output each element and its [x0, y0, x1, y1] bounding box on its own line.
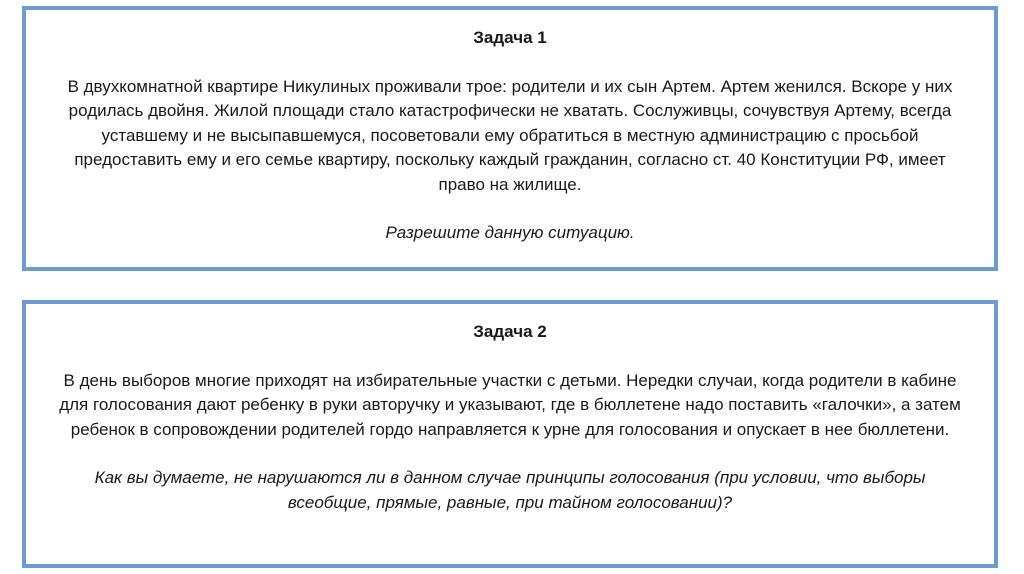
- task-card-2: [22, 300, 998, 568]
- task-title: Задача 2: [473, 322, 547, 341]
- task-card-1: [22, 6, 998, 271]
- task-title: Задача 1: [473, 28, 547, 47]
- task-body: В двухкомнатной квартире Никулиных проживали трое: родители и их сын Артем. Артем женился. Вскоре у них родилась двойня. Жилой площади стало катастрофически не хватать. Сослуживцы, сочувствуя Артему, всегда уставшему и не высыпавшемуся, посоветовали ему обратиться в местную администрацию с просьбой предоставить ему и его семье квартиру, поскольку каждый гражданин, согласно ст. 40 Конституции РФ, имеет право на жилище.: [67, 76, 953, 194]
- task-question: Разрешите данную ситуацию.: [385, 223, 635, 242]
- task-question: Как вы думаете, не нарушаются ли в данном случае принципы голосования (при условии, что выборы всеобщие, прямые, равные, при тайном голосовании)?: [94, 468, 926, 512]
- task-body: В день выборов многие приходят на избирательные участки с детьми. Нередки случаи, когда родители в кабине для голосования дают ребенку в руки авторучку и указывают, где в бюллетене надо поставить «галочки», а затем ребенок в сопровождении родителей гордо направляется к урне для голосования и опускает в нее бюллетени.: [59, 370, 961, 439]
